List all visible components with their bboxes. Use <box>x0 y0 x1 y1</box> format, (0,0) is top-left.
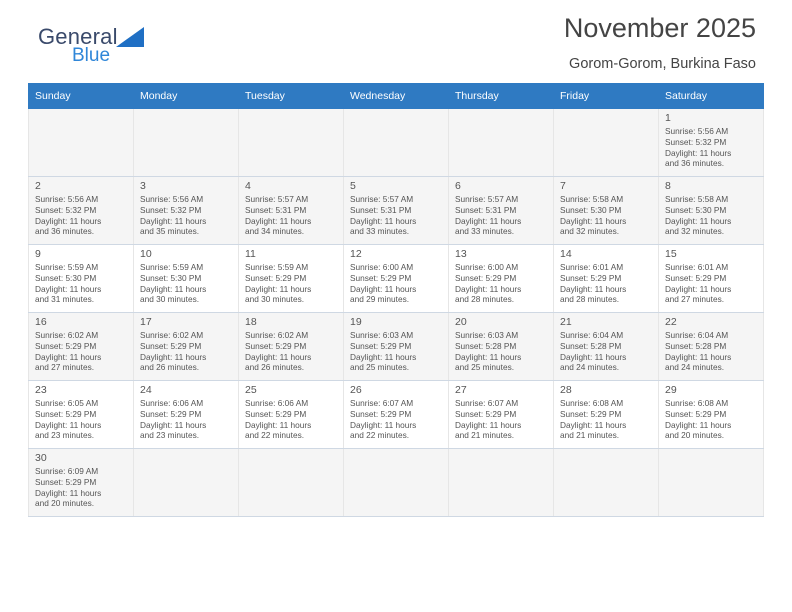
sunset-text: Sunset: 5:30 PM <box>560 204 622 215</box>
day-number: 15 <box>665 248 677 260</box>
daylight-text-line1: Daylight: 11 hours <box>665 283 732 294</box>
daylight-text-line1: Daylight: 11 hours <box>665 215 732 226</box>
calendar-cell-day <box>554 177 659 245</box>
calendar-cell-empty <box>554 449 659 517</box>
day-number: 27 <box>455 384 467 396</box>
sunset-text: Sunset: 5:29 PM <box>560 272 622 283</box>
sunrise-text: Sunrise: 6:03 AM <box>455 330 519 340</box>
sunrise-text: Sunrise: 5:57 AM <box>245 194 309 204</box>
daylight-text-line1: Daylight: 11 hours <box>560 215 627 226</box>
calendar-cell-empty <box>134 449 239 517</box>
daylight-text-line2: and 20 minutes. <box>35 498 95 509</box>
weekday-header-monday: Monday <box>134 84 239 109</box>
sunset-text: Sunset: 5:29 PM <box>140 340 202 351</box>
daylight-text-line1: Daylight: 11 hours <box>350 283 417 294</box>
day-number: 28 <box>560 384 572 396</box>
daylight-text-line2: and 28 minutes. <box>455 294 515 305</box>
sunrise-text: Sunrise: 6:08 AM <box>665 398 729 408</box>
sunrise-text: Sunrise: 6:04 AM <box>560 330 624 340</box>
daylight-text-line2: and 26 minutes. <box>140 362 200 373</box>
day-number: 6 <box>455 180 461 192</box>
day-details <box>245 398 338 441</box>
day-details <box>245 330 338 373</box>
calendar-cell-day <box>134 313 239 381</box>
daylight-text-line2: and 22 minutes. <box>245 430 305 441</box>
title-block <box>564 12 756 74</box>
weekday-header-row <box>29 84 764 109</box>
day-details <box>35 466 128 509</box>
daylight-text-line2: and 24 minutes. <box>665 362 725 373</box>
calendar-cell-day <box>239 245 344 313</box>
sunrise-text: Sunrise: 6:06 AM <box>140 398 204 408</box>
weekday-header-thursday: Thursday <box>449 84 554 109</box>
day-details <box>560 330 653 373</box>
daylight-text-line1: Daylight: 11 hours <box>140 351 207 362</box>
sunrise-text: Sunrise: 6:02 AM <box>140 330 204 340</box>
daylight-text-line1: Daylight: 11 hours <box>350 351 417 362</box>
calendar-cell-empty <box>344 449 449 517</box>
sunset-text: Sunset: 5:30 PM <box>140 272 202 283</box>
day-details <box>455 194 548 237</box>
daylight-text-line1: Daylight: 11 hours <box>560 283 627 294</box>
day-details <box>665 330 758 373</box>
sunrise-text: Sunrise: 6:01 AM <box>560 262 624 272</box>
daylight-text-line1: Daylight: 11 hours <box>245 215 312 226</box>
day-number: 7 <box>560 180 566 192</box>
day-details <box>455 330 548 373</box>
daylight-text-line2: and 24 minutes. <box>560 362 620 373</box>
day-number: 22 <box>665 316 677 328</box>
sunset-text: Sunset: 5:31 PM <box>455 204 517 215</box>
calendar-cell-empty <box>239 449 344 517</box>
day-number: 17 <box>140 316 152 328</box>
daylight-text-line2: and 22 minutes. <box>350 430 410 441</box>
day-number: 23 <box>35 384 47 396</box>
calendar-cell-day <box>29 381 134 449</box>
calendar-week-row <box>29 245 764 313</box>
calendar-cell-day <box>449 381 554 449</box>
day-number: 1 <box>665 112 671 124</box>
day-number: 8 <box>665 180 671 192</box>
daylight-text-line1: Daylight: 11 hours <box>245 419 312 430</box>
calendar-cell-empty <box>659 449 764 517</box>
calendar-head <box>29 84 764 109</box>
day-number: 25 <box>245 384 257 396</box>
sunset-text: Sunset: 5:29 PM <box>350 408 412 419</box>
day-number: 13 <box>455 248 467 260</box>
daylight-text-line2: and 36 minutes. <box>665 158 725 169</box>
daylight-text-line2: and 21 minutes. <box>560 430 620 441</box>
day-details <box>560 194 653 237</box>
sunrise-text: Sunrise: 5:58 AM <box>665 194 729 204</box>
day-number: 10 <box>140 248 152 260</box>
sunrise-text: Sunrise: 6:00 AM <box>350 262 414 272</box>
daylight-text-line2: and 32 minutes. <box>665 226 725 237</box>
day-number: 2 <box>35 180 41 192</box>
calendar-cell-day <box>239 177 344 245</box>
page-subtitle: Gorom-Gorom, Burkina Faso <box>569 56 756 73</box>
daylight-text-line2: and 26 minutes. <box>245 362 305 373</box>
day-number: 4 <box>245 180 251 192</box>
calendar-cell-day <box>134 245 239 313</box>
calendar-cell-empty <box>449 109 554 177</box>
sunset-text: Sunset: 5:29 PM <box>665 408 727 419</box>
weekday-header-saturday: Saturday <box>659 84 764 109</box>
calendar-cell-day <box>449 177 554 245</box>
sunrise-text: Sunrise: 6:07 AM <box>455 398 519 408</box>
day-details <box>35 398 128 441</box>
daylight-text-line2: and 28 minutes. <box>560 294 620 305</box>
daylight-text-line2: and 35 minutes. <box>140 226 200 237</box>
day-details <box>140 194 233 237</box>
calendar-cell-day <box>29 449 134 517</box>
daylight-text-line1: Daylight: 11 hours <box>35 215 102 226</box>
sunset-text: Sunset: 5:28 PM <box>455 340 517 351</box>
sunset-text: Sunset: 5:29 PM <box>350 340 412 351</box>
daylight-text-line1: Daylight: 11 hours <box>245 351 312 362</box>
sunrise-text: Sunrise: 6:07 AM <box>350 398 414 408</box>
sunrise-text: Sunrise: 6:06 AM <box>245 398 309 408</box>
daylight-text-line1: Daylight: 11 hours <box>455 283 522 294</box>
daylight-text-line1: Daylight: 11 hours <box>35 487 102 498</box>
sunrise-text: Sunrise: 5:59 AM <box>140 262 204 272</box>
day-details <box>455 398 548 441</box>
day-number: 30 <box>35 452 47 464</box>
day-details <box>140 330 233 373</box>
calendar-body <box>29 109 764 517</box>
calendar-cell-day <box>29 313 134 381</box>
sunrise-text: Sunrise: 6:00 AM <box>455 262 519 272</box>
daylight-text-line1: Daylight: 11 hours <box>455 215 522 226</box>
logo-text-blue: Blue <box>72 45 111 66</box>
calendar-cell-empty <box>134 109 239 177</box>
sunrise-text: Sunrise: 5:59 AM <box>35 262 99 272</box>
page-title: November 2025 <box>563 13 756 43</box>
calendar-week-row <box>29 313 764 381</box>
sunset-text: Sunset: 5:30 PM <box>35 272 97 283</box>
calendar-cell-day <box>344 245 449 313</box>
calendar-cell-day <box>344 381 449 449</box>
day-details <box>140 398 233 441</box>
sunrise-text: Sunrise: 6:02 AM <box>245 330 309 340</box>
calendar-cell-day <box>554 313 659 381</box>
day-details <box>350 398 443 441</box>
daylight-text-line1: Daylight: 11 hours <box>35 283 102 294</box>
calendar-cell-empty <box>554 109 659 177</box>
day-number: 26 <box>350 384 362 396</box>
sunrise-text: Sunrise: 6:08 AM <box>560 398 624 408</box>
daylight-text-line2: and 27 minutes. <box>35 362 95 373</box>
day-number: 3 <box>140 180 146 192</box>
daylight-text-line1: Daylight: 11 hours <box>245 283 312 294</box>
daylight-text-line1: Daylight: 11 hours <box>35 419 102 430</box>
daylight-text-line1: Daylight: 11 hours <box>140 283 207 294</box>
daylight-text-line1: Daylight: 11 hours <box>35 351 102 362</box>
daylight-text-line1: Daylight: 11 hours <box>350 419 417 430</box>
sunset-text: Sunset: 5:29 PM <box>245 408 307 419</box>
calendar-cell-day <box>344 313 449 381</box>
daylight-text-line1: Daylight: 11 hours <box>560 351 627 362</box>
sunset-text: Sunset: 5:32 PM <box>35 204 97 215</box>
daylight-text-line2: and 25 minutes. <box>350 362 410 373</box>
day-number: 14 <box>560 248 572 260</box>
calendar-cell-day <box>449 245 554 313</box>
daylight-text-line2: and 23 minutes. <box>35 430 95 441</box>
sunrise-text: Sunrise: 6:02 AM <box>35 330 99 340</box>
day-number: 16 <box>35 316 47 328</box>
daylight-text-line2: and 36 minutes. <box>35 226 95 237</box>
day-number: 24 <box>140 384 152 396</box>
sunset-text: Sunset: 5:31 PM <box>350 204 412 215</box>
sunrise-text: Sunrise: 5:57 AM <box>455 194 519 204</box>
daylight-text-line1: Daylight: 11 hours <box>665 351 732 362</box>
day-details <box>665 194 758 237</box>
sunset-text: Sunset: 5:32 PM <box>665 136 727 147</box>
calendar-cell-day <box>29 245 134 313</box>
sunset-text: Sunset: 5:30 PM <box>665 204 727 215</box>
sunset-text: Sunset: 5:29 PM <box>245 340 307 351</box>
calendar-week-row <box>29 449 764 517</box>
day-details <box>35 262 128 305</box>
day-number: 9 <box>35 248 41 260</box>
calendar-week-row <box>29 177 764 245</box>
sunset-text: Sunset: 5:28 PM <box>560 340 622 351</box>
day-details <box>350 330 443 373</box>
calendar-cell-day <box>659 109 764 177</box>
day-details <box>665 262 758 305</box>
sunset-text: Sunset: 5:29 PM <box>665 272 727 283</box>
sunset-text: Sunset: 5:29 PM <box>35 476 97 487</box>
sunset-text: Sunset: 5:29 PM <box>560 408 622 419</box>
calendar-cell-empty <box>29 109 134 177</box>
sunset-text: Sunset: 5:29 PM <box>455 272 517 283</box>
sunrise-text: Sunrise: 6:05 AM <box>35 398 99 408</box>
day-number: 29 <box>665 384 677 396</box>
daylight-text-line2: and 21 minutes. <box>455 430 515 441</box>
sunset-text: Sunset: 5:29 PM <box>245 272 307 283</box>
sunrise-text: Sunrise: 6:03 AM <box>350 330 414 340</box>
calendar-cell-day <box>449 313 554 381</box>
daylight-text-line2: and 33 minutes. <box>350 226 410 237</box>
sunset-text: Sunset: 5:29 PM <box>350 272 412 283</box>
sunset-text: Sunset: 5:31 PM <box>245 204 307 215</box>
sunset-text: Sunset: 5:29 PM <box>35 340 97 351</box>
daylight-text-line1: Daylight: 11 hours <box>665 147 732 158</box>
day-details <box>560 262 653 305</box>
day-number: 20 <box>455 316 467 328</box>
weekday-header-friday: Friday <box>554 84 659 109</box>
sunset-text: Sunset: 5:29 PM <box>455 408 517 419</box>
daylight-text-line2: and 33 minutes. <box>455 226 515 237</box>
sunset-text: Sunset: 5:32 PM <box>140 204 202 215</box>
daylight-text-line2: and 30 minutes. <box>245 294 305 305</box>
weekday-header-wednesday: Wednesday <box>344 84 449 109</box>
sunrise-text: Sunrise: 6:04 AM <box>665 330 729 340</box>
day-details <box>245 194 338 237</box>
calendar-cell-empty <box>239 109 344 177</box>
calendar-cell-day <box>29 177 134 245</box>
sunrise-text: Sunrise: 6:01 AM <box>665 262 729 272</box>
daylight-text-line2: and 27 minutes. <box>665 294 725 305</box>
page-header <box>28 0 764 78</box>
calendar-cell-day <box>554 245 659 313</box>
sunrise-text: Sunrise: 5:59 AM <box>245 262 309 272</box>
calendar-cell-empty <box>344 109 449 177</box>
day-number: 12 <box>350 248 362 260</box>
day-number: 21 <box>560 316 572 328</box>
calendar-cell-day <box>554 381 659 449</box>
day-details <box>140 262 233 305</box>
day-details <box>350 262 443 305</box>
sunrise-text: Sunrise: 5:56 AM <box>140 194 204 204</box>
generalblue-logo <box>38 26 238 65</box>
daylight-text-line1: Daylight: 11 hours <box>140 215 207 226</box>
sunrise-text: Sunrise: 5:56 AM <box>665 126 729 136</box>
calendar-cell-day <box>659 381 764 449</box>
day-details <box>350 194 443 237</box>
calendar-cell-day <box>239 381 344 449</box>
day-number: 5 <box>350 180 356 192</box>
day-details <box>245 262 338 305</box>
daylight-text-line2: and 31 minutes. <box>35 294 95 305</box>
daylight-text-line1: Daylight: 11 hours <box>665 419 732 430</box>
sunset-text: Sunset: 5:29 PM <box>140 408 202 419</box>
calendar-week-row <box>29 109 764 177</box>
logo-swoosh-icon <box>116 27 144 47</box>
calendar-cell-empty <box>449 449 554 517</box>
day-details <box>35 330 128 373</box>
daylight-text-line2: and 20 minutes. <box>665 430 725 441</box>
sunset-text: Sunset: 5:28 PM <box>665 340 727 351</box>
sunset-text: Sunset: 5:29 PM <box>35 408 97 419</box>
calendar-cell-day <box>239 313 344 381</box>
logo-text-general: General <box>38 24 118 49</box>
calendar-cell-day <box>134 381 239 449</box>
daylight-text-line1: Daylight: 11 hours <box>140 419 207 430</box>
weekday-header-sunday: Sunday <box>29 84 134 109</box>
calendar-week-row <box>29 381 764 449</box>
day-number: 11 <box>245 248 256 260</box>
day-details <box>665 398 758 441</box>
calendar-cell-day <box>659 177 764 245</box>
daylight-text-line2: and 30 minutes. <box>140 294 200 305</box>
daylight-text-line2: and 34 minutes. <box>245 226 305 237</box>
sunrise-text: Sunrise: 6:09 AM <box>35 466 99 476</box>
day-number: 18 <box>245 316 257 328</box>
day-number: 19 <box>350 316 362 328</box>
sunrise-text: Sunrise: 5:56 AM <box>35 194 99 204</box>
calendar-cell-day <box>344 177 449 245</box>
calendar-cell-day <box>134 177 239 245</box>
day-details <box>665 126 758 169</box>
day-details <box>455 262 548 305</box>
sunrise-text: Sunrise: 5:57 AM <box>350 194 414 204</box>
daylight-text-line2: and 29 minutes. <box>350 294 410 305</box>
calendar-table <box>28 83 764 517</box>
day-details <box>560 398 653 441</box>
calendar-cell-day <box>659 313 764 381</box>
weekday-header-tuesday: Tuesday <box>239 84 344 109</box>
calendar-cell-day <box>659 245 764 313</box>
sunrise-text: Sunrise: 5:58 AM <box>560 194 624 204</box>
day-details <box>35 194 128 237</box>
daylight-text-line2: and 23 minutes. <box>140 430 200 441</box>
daylight-text-line1: Daylight: 11 hours <box>350 215 417 226</box>
daylight-text-line1: Daylight: 11 hours <box>560 419 627 430</box>
daylight-text-line2: and 25 minutes. <box>455 362 515 373</box>
daylight-text-line1: Daylight: 11 hours <box>455 419 522 430</box>
daylight-text-line2: and 32 minutes. <box>560 226 620 237</box>
daylight-text-line1: Daylight: 11 hours <box>455 351 522 362</box>
